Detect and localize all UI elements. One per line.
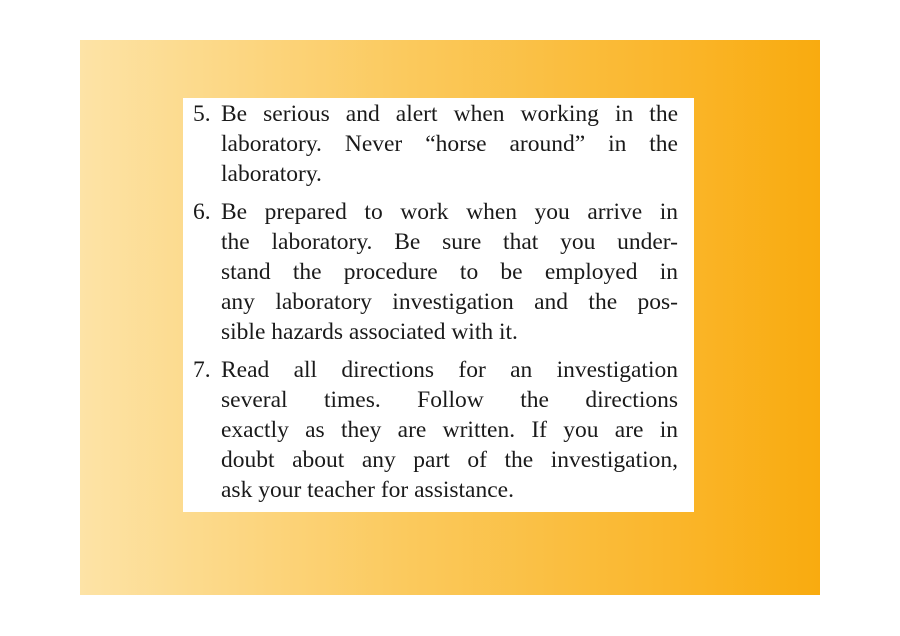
rules-text-box	[183, 98, 694, 512]
rule-line: Be prepared to work when you arrive in	[221, 199, 678, 226]
rule-line: exactly as they are written. If you are in	[221, 416, 678, 443]
rule-line: Read all directions for an investigation	[221, 357, 678, 384]
rule-text	[221, 356, 678, 505]
rule-line: Be serious and alert when working in the	[221, 101, 678, 127]
slide-background	[80, 40, 820, 595]
rule-line: the laboratory. Be sure that you under-	[221, 229, 678, 256]
rule-item-7	[193, 356, 678, 505]
rule-line: laboratory. Never “horse around” in the	[221, 130, 678, 157]
rule-item-6	[193, 198, 678, 347]
rule-line: sible hazards associated with it.	[221, 318, 518, 345]
rule-line: stand the procedure to be employed in	[221, 258, 678, 285]
rule-line: several times. Follow the directions	[221, 387, 678, 414]
rule-number: 6.	[193, 199, 211, 226]
rule-line: ask your teacher for assistance.	[221, 476, 514, 503]
rule-line: doubt about any part of the investigation,	[221, 446, 678, 473]
rule-item-5	[193, 100, 678, 189]
rule-line: laboratory.	[221, 160, 322, 187]
rule-text	[221, 198, 678, 347]
rule-number: 5.	[193, 101, 211, 127]
rule-number: 7.	[193, 357, 211, 384]
rule-line: any laboratory investigation and the pos-	[221, 288, 678, 315]
rule-text	[221, 100, 678, 189]
